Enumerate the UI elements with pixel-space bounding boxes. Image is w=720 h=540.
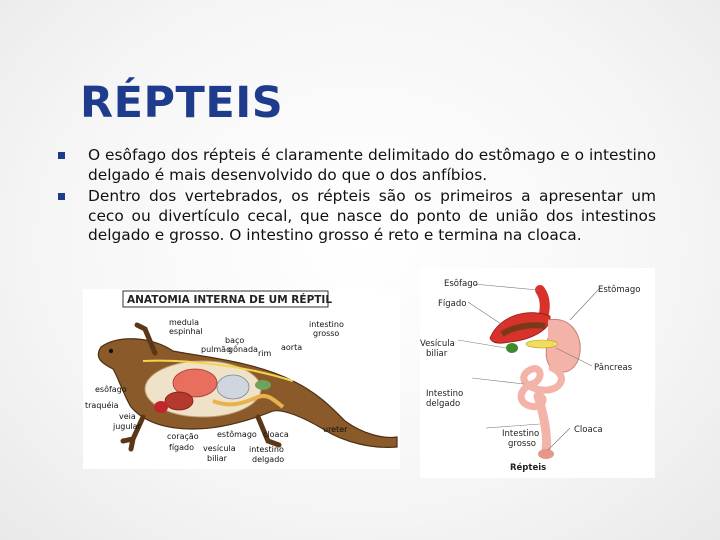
label-esofago: esôfago bbox=[95, 385, 127, 394]
reptile-digestive-figure bbox=[420, 268, 655, 478]
slide-title: RÉPTEIS bbox=[80, 78, 284, 128]
label-intestino-grosso-1: intestino bbox=[309, 320, 344, 329]
figure-caption: Répteis bbox=[510, 463, 547, 473]
kidney-organ bbox=[255, 380, 271, 390]
label-figado: Fígado bbox=[438, 299, 467, 309]
bullet-item bbox=[56, 187, 656, 246]
label-cloaca: cloaca bbox=[263, 430, 289, 439]
label-gonada: gônada bbox=[228, 345, 258, 354]
label-aorta: aorta bbox=[281, 343, 303, 352]
label-espinhal: espinhal bbox=[169, 327, 203, 336]
gallbladder-organ bbox=[506, 343, 518, 353]
bullet-text: O esôfago dos répteis é claramente delimitado do estômago e o intestino delgado é mais desenvolvido do que o dos anfíbios. bbox=[88, 146, 656, 184]
bullet-text: Dentro dos vertebrados, os répteis são os primeiros a apresentar um ceco ou divertículo cecal, que nasce do ponto de união dos intestinos delgado e grosso. O intestino grosso é reto e termina na cloaca. bbox=[88, 187, 656, 244]
label-vesicula: Vesícula bbox=[420, 339, 455, 349]
label-estomago: Estômago bbox=[598, 285, 641, 295]
label-biliar: biliar bbox=[426, 349, 448, 359]
label-intestino-delgado-1: Intestino bbox=[426, 389, 464, 399]
label-estomago: estômago bbox=[217, 430, 257, 439]
digestive-tract-illustration bbox=[420, 268, 655, 478]
label-vesicula: vesícula bbox=[203, 444, 236, 453]
label-medula: medula bbox=[169, 318, 199, 327]
label-biliar: biliar bbox=[207, 454, 227, 463]
square-bullet-icon bbox=[58, 152, 65, 159]
pancreas-organ bbox=[526, 340, 558, 348]
label-intestino-delgado-2: delgado bbox=[426, 399, 461, 409]
bullet-item bbox=[56, 146, 656, 185]
label-figado: fígado bbox=[169, 443, 194, 452]
label-baco: baço bbox=[225, 336, 245, 345]
stomach-organ bbox=[217, 375, 249, 399]
label-intestino: intestino bbox=[249, 445, 284, 454]
heart-organ bbox=[154, 401, 168, 413]
cloaca-organ bbox=[538, 449, 554, 459]
label-cloaca: Cloaca bbox=[574, 425, 603, 435]
reptile-anatomy-figure bbox=[83, 289, 400, 469]
label-coracao: coração bbox=[167, 432, 199, 441]
label-rim: rim bbox=[258, 349, 272, 358]
label-ureter: ureter bbox=[323, 425, 348, 434]
reptile-anatomy-illustration bbox=[83, 289, 400, 469]
label-intestino-grosso-1: Intestino bbox=[502, 429, 540, 439]
label-traqueia: traquéia bbox=[85, 401, 119, 410]
figure-header: ANATOMIA INTERNA DE UM RÉPTIL bbox=[127, 294, 333, 306]
square-bullet-icon bbox=[58, 193, 65, 200]
label-veia: veia bbox=[119, 412, 136, 421]
label-pancreas: Pâncreas bbox=[594, 363, 633, 373]
label-pulmao: pulmão bbox=[201, 345, 231, 354]
label-jugular: jugular bbox=[113, 422, 141, 431]
label-delgado: delgado bbox=[252, 455, 285, 464]
label-intestino-grosso-2: grosso bbox=[508, 439, 536, 449]
label-intestino-grosso-2: grosso bbox=[313, 329, 340, 338]
label-esofago: Esôfago bbox=[444, 279, 478, 289]
liver-organ bbox=[165, 392, 193, 410]
bullet-list bbox=[56, 146, 656, 248]
